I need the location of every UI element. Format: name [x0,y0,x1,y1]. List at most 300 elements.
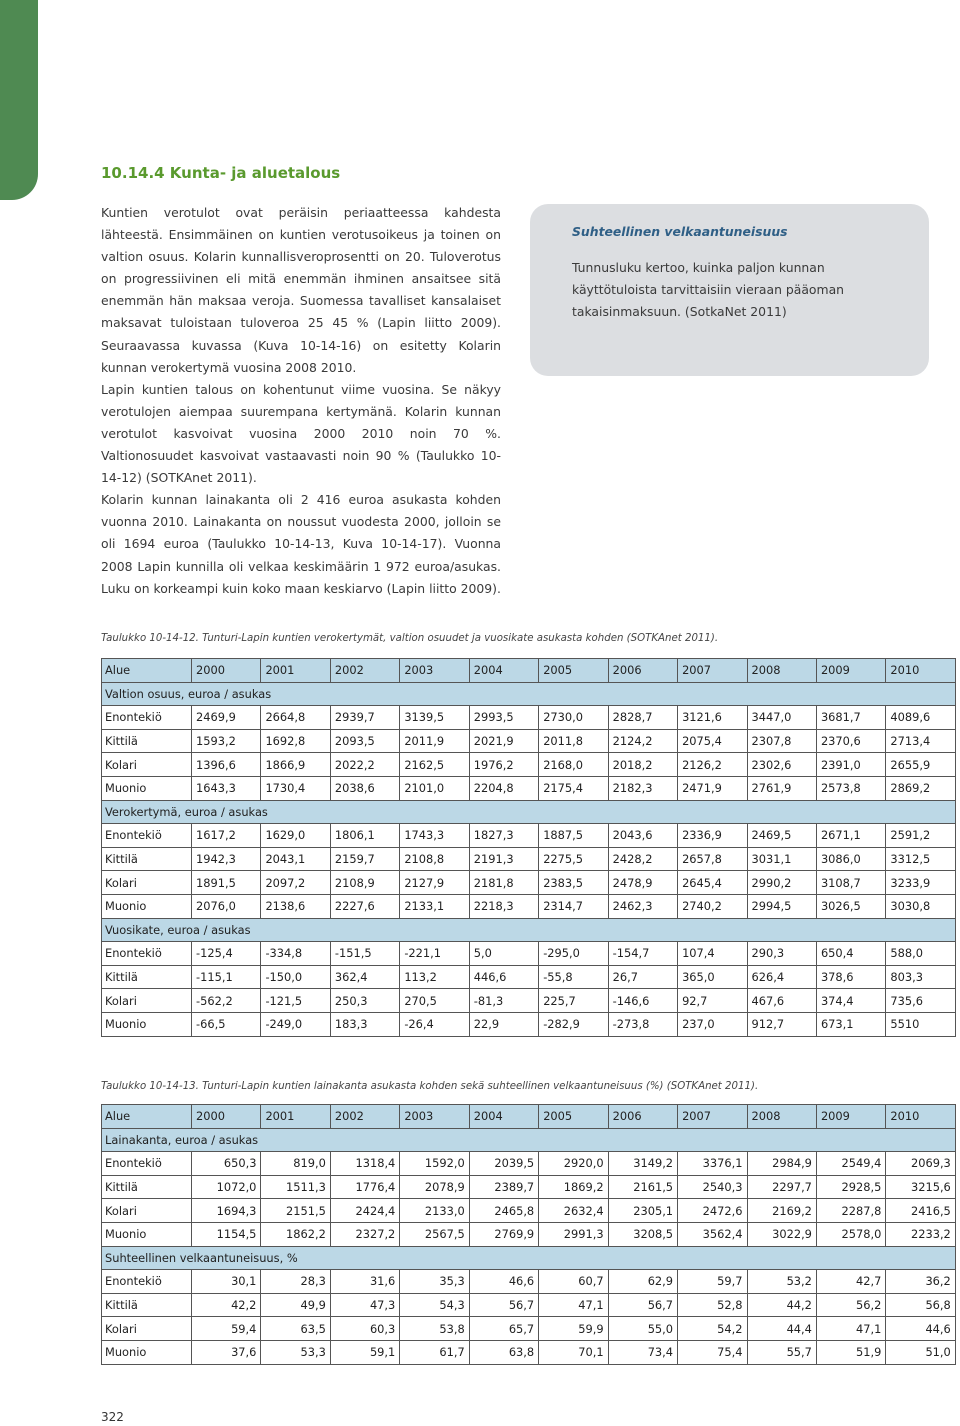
table-cell: -562,2 [192,989,261,1013]
table-cell: 237,0 [678,1012,747,1036]
column-header-year: 2007 [678,1105,747,1129]
table-cell: 2645,4 [678,871,747,895]
table-cell: 2869,2 [886,776,955,800]
table-cell: 1318,4 [330,1152,399,1176]
table-cell: 49,9 [261,1293,330,1317]
table-cell: 2428,2 [608,847,677,871]
table-cell: 2038,6 [330,776,399,800]
table-cell: 2011,9 [400,729,469,753]
column-header-year: 2007 [678,659,747,683]
table-cell: 2108,9 [330,871,399,895]
table-row [102,824,956,848]
table-cell: 2181,8 [469,871,538,895]
body-text [101,202,501,600]
table-cell: -150,0 [261,965,330,989]
table-cell: 30,1 [192,1270,261,1294]
table-row [102,1012,956,1036]
table-cell: 2097,2 [261,871,330,895]
table-cell: 1862,2 [261,1222,330,1246]
row-label: Muonio [102,1012,192,1036]
row-label: Enontekiö [102,1152,192,1176]
table-cell: -334,8 [261,942,330,966]
table-cell: 3149,2 [608,1152,677,1176]
table-cell: -55,8 [539,965,608,989]
table-cell: 735,6 [886,989,955,1013]
table-cell: 3376,1 [678,1152,747,1176]
table-cell: 26,7 [608,965,677,989]
table-cell: 54,2 [678,1317,747,1341]
table-cell: -249,0 [261,1012,330,1036]
paragraph: Lapin kuntien talous on kohentunut viime vuosina. Se näkyy verotulojen aiempaa suurempana kertymänä. Kolarin kunnan verotulot kasvoivat vuosina 2000 2010 noin 70 %. Valtionosuudet kasvoivat vastaavasti noin 90 % (Taulukko 10-14-12) (SOTKAnet 2011). [101,381,501,486]
column-header-year: 2004 [469,659,538,683]
table-row [102,1293,956,1317]
column-header-year: 2001 [261,659,330,683]
table-cell: 2769,9 [469,1222,538,1246]
row-label: Enontekiö [102,824,192,848]
table-cell: 107,4 [678,942,747,966]
table-cell: 70,1 [539,1340,608,1364]
table-cell: 73,4 [608,1340,677,1364]
table-cell: 2076,0 [192,894,261,918]
table-cell: 1072,0 [192,1175,261,1199]
table-cell: 51,0 [886,1340,955,1364]
column-header-year: 2003 [400,659,469,683]
table-cell: 2462,3 [608,894,677,918]
column-header-year: 2002 [330,1105,399,1129]
table-cell: 1154,5 [192,1222,261,1246]
table-cell: 31,6 [330,1270,399,1294]
table-cell: 2275,5 [539,847,608,871]
column-header-year: 2002 [330,659,399,683]
table-cell: 2233,2 [886,1222,955,1246]
table-row [102,706,956,730]
table-cell: 2920,0 [539,1152,608,1176]
table-cell: -282,9 [539,1012,608,1036]
table-cell: 270,5 [400,989,469,1013]
row-label: Kittilä [102,1175,192,1199]
table-cell: 2191,3 [469,847,538,871]
column-header-year: 2001 [261,1105,330,1129]
table-cell: 2151,5 [261,1199,330,1223]
table-cell: 3030,8 [886,894,955,918]
group-title: Vuosikate, euroa / asukas [102,918,956,942]
table-cell: 1511,3 [261,1175,330,1199]
table-cell: 55,0 [608,1317,677,1341]
table-cell: 3562,4 [678,1222,747,1246]
table-cell: 2039,5 [469,1152,538,1176]
table-cell: 59,9 [539,1317,608,1341]
table-row [102,1152,956,1176]
row-label: Enontekiö [102,942,192,966]
table-cell: 3139,5 [400,706,469,730]
table-cell: 378,6 [816,965,885,989]
table-group-row [102,800,956,824]
table-cell: 3026,5 [816,894,885,918]
table-cell: 2578,0 [816,1222,885,1246]
table-cell: 1694,3 [192,1199,261,1223]
table-cell: -221,1 [400,942,469,966]
table-cell: 2416,5 [886,1199,955,1223]
table-caption: Taulukko 10-14-12. Tunturi-Lapin kuntien verokertymät, valtion osuudet ja vuosikate asukasta kohden (SOTKAnet 2011). [101,633,719,644]
table-cell: 2761,9 [747,776,816,800]
table-cell: 2133,1 [400,894,469,918]
table-cell: -154,7 [608,942,677,966]
data-table [101,1104,956,1365]
table-cell: 62,9 [608,1270,677,1294]
table-cell: 2327,2 [330,1222,399,1246]
table-cell: 44,4 [747,1317,816,1341]
table-cell: 250,3 [330,989,399,1013]
table-cell: 2124,2 [608,729,677,753]
table-row [102,1317,956,1341]
table-cell: 446,6 [469,965,538,989]
table-cell: 2169,2 [747,1199,816,1223]
table-cell: 56,2 [816,1293,885,1317]
table-cell: 2730,0 [539,706,608,730]
row-label: Kolari [102,1199,192,1223]
table-cell: 2740,2 [678,894,747,918]
table-row [102,1340,956,1364]
table-cell: 1743,3 [400,824,469,848]
table-cell: 56,8 [886,1293,955,1317]
table-cell: 65,7 [469,1317,538,1341]
table-cell: 54,3 [400,1293,469,1317]
table-cell: 650,4 [816,942,885,966]
table-cell: 2093,5 [330,729,399,753]
table-cell: 2828,7 [608,706,677,730]
table-cell: 59,4 [192,1317,261,1341]
table-cell: 44,6 [886,1317,955,1341]
table-cell: 2108,8 [400,847,469,871]
table-cell: 673,1 [816,1012,885,1036]
table-cell: 42,7 [816,1270,885,1294]
row-label: Kolari [102,871,192,895]
table-cell: 2472,6 [678,1199,747,1223]
table-cell: 2043,1 [261,847,330,871]
table-cell: 2370,6 [816,729,885,753]
table-row [102,965,956,989]
table-cell: 113,2 [400,965,469,989]
table-cell: 53,8 [400,1317,469,1341]
table-cell: 1629,0 [261,824,330,848]
table-row [102,942,956,966]
table-cell: 2305,1 [608,1199,677,1223]
table-cell: 2465,8 [469,1199,538,1223]
table-cell: 2227,6 [330,894,399,918]
table-row [102,847,956,871]
table-cell: -66,5 [192,1012,261,1036]
table-cell: 3108,7 [816,871,885,895]
table-cell: 2632,4 [539,1199,608,1223]
table-cell: 2101,0 [400,776,469,800]
table-cell: 2075,4 [678,729,747,753]
table-row [102,989,956,1013]
table-cell: 2182,3 [608,776,677,800]
column-header-year: 2005 [539,1105,608,1129]
table-header-row [102,1105,956,1129]
table-group-row [102,1246,956,1270]
table-cell: 2297,7 [747,1175,816,1199]
table-cell: 3233,9 [886,871,955,895]
table-cell: 1776,4 [330,1175,399,1199]
column-header-year: 2006 [608,1105,677,1129]
table-cell: 2990,2 [747,871,816,895]
table-cell: 2469,9 [192,706,261,730]
row-label: Muonio [102,776,192,800]
table-cell: 2939,7 [330,706,399,730]
table-cell: 51,9 [816,1340,885,1364]
table-cell: 225,7 [539,989,608,1013]
table-cell: 2469,5 [747,824,816,848]
table-cell: 2168,0 [539,753,608,777]
paragraph: Kolarin kunnan lainakanta oli 2 416 euroa asukasta kohden vuonna 2010. Lainakanta on noussut vuodesta 2000, jolloin se oli 1694 euroa (Taulukko 10-14-13, Kuva 10-14-17). Vuonna 2008 Lapin kunnilla oli velkaa keskimäärin 1 972 euroa/asukas. Luku on korkeampi kuin koko maan keskiarvo (Lapin liitto 2009). [101,492,501,596]
table-cell: 2664,8 [261,706,330,730]
table-cell: 2383,5 [539,871,608,895]
column-header-year: 2010 [886,659,955,683]
table-cell: 2021,9 [469,729,538,753]
table-cell: 3447,0 [747,706,816,730]
table-group-row [102,682,956,706]
column-header-year: 2008 [747,659,816,683]
table-cell: 2389,7 [469,1175,538,1199]
table-row [102,729,956,753]
table-cell: 626,4 [747,965,816,989]
table-cell: 2671,1 [816,824,885,848]
table-cell: 60,7 [539,1270,608,1294]
table-cell: 2162,5 [400,753,469,777]
table-cell: -146,6 [608,989,677,1013]
table-cell: 2133,0 [400,1199,469,1223]
table-cell: 1643,3 [192,776,261,800]
row-label: Kittilä [102,1293,192,1317]
table-cell: 2078,9 [400,1175,469,1199]
table-cell: 3031,1 [747,847,816,871]
table-cell: 2043,6 [608,824,677,848]
group-title: Lainakanta, euroa / asukas [102,1128,956,1152]
table-row [102,1222,956,1246]
table-cell: 59,1 [330,1340,399,1364]
table-cell: 28,3 [261,1270,330,1294]
table-row [102,1270,956,1294]
info-box-text: Tunnusluku kertoo, kuinka paljon kunnan käyttötuloista tarvittaisiin vieraan pääoman takaisinmaksuun. (SotkaNet 2011) [572,260,845,320]
table-cell: 1942,3 [192,847,261,871]
table-row [102,753,956,777]
table-cell: 60,3 [330,1317,399,1341]
table-cell: 1617,2 [192,824,261,848]
table-cell: -26,4 [400,1012,469,1036]
table-cell: 3086,0 [816,847,885,871]
table-cell: -295,0 [539,942,608,966]
table-cell: 2138,6 [261,894,330,918]
table-cell: 55,7 [747,1340,816,1364]
table-cell: 2218,3 [469,894,538,918]
page-number: 322 [101,1410,124,1424]
table-cell: -125,4 [192,942,261,966]
table-cell: 63,5 [261,1317,330,1341]
table-cell: 2471,9 [678,776,747,800]
table-cell: 22,9 [469,1012,538,1036]
table-cell: 2336,9 [678,824,747,848]
table-cell: 374,4 [816,989,885,1013]
column-header-year: 2009 [816,659,885,683]
table-row [102,871,956,895]
column-header-year: 2004 [469,1105,538,1129]
table-cell: 2307,8 [747,729,816,753]
table-cell: 1593,2 [192,729,261,753]
info-box [530,204,929,376]
row-label: Kolari [102,753,192,777]
table-cell: 44,2 [747,1293,816,1317]
table-cell: 1869,2 [539,1175,608,1199]
table-cell: 3215,6 [886,1175,955,1199]
table-cell: 63,8 [469,1340,538,1364]
table-cell: 53,2 [747,1270,816,1294]
table-cell: -115,1 [192,965,261,989]
table-cell: 36,2 [886,1270,955,1294]
column-header-year: 2000 [192,659,261,683]
table-cell: 5510 [886,1012,955,1036]
table-cell: 650,3 [192,1152,261,1176]
table-cell: 52,8 [678,1293,747,1317]
table-header-row [102,659,956,683]
column-header-alue: Alue [102,659,192,683]
table-row [102,1175,956,1199]
column-header-alue: Alue [102,1105,192,1129]
table-caption: Taulukko 10-14-13. Tunturi-Lapin kuntien lainakanta asukasta kohden sekä suhteellinen velkaantuneisuus (%) (SOTKAnet 2011). [101,1081,759,1092]
table-cell: 56,7 [469,1293,538,1317]
row-label: Kittilä [102,729,192,753]
table-cell: 2159,7 [330,847,399,871]
table-cell: 2549,4 [816,1152,885,1176]
table-cell: 3681,7 [816,706,885,730]
table-cell: 1692,8 [261,729,330,753]
group-title: Valtion osuus, euroa / asukas [102,682,956,706]
table-cell: 2928,5 [816,1175,885,1199]
table-cell: 2022,2 [330,753,399,777]
table-cell: 1891,5 [192,871,261,895]
row-label: Enontekiö [102,706,192,730]
table-cell: 2018,2 [608,753,677,777]
column-header-year: 2005 [539,659,608,683]
group-title: Suhteellinen velkaantuneisuus, % [102,1246,956,1270]
table-cell: 2478,9 [608,871,677,895]
table-group-row [102,918,956,942]
table-cell: 4089,6 [886,706,955,730]
table-cell: -151,5 [330,942,399,966]
table-cell: 2161,5 [608,1175,677,1199]
table-cell: 2424,4 [330,1199,399,1223]
table-cell: 5,0 [469,942,538,966]
table-cell: 53,3 [261,1340,330,1364]
table-cell: 2713,4 [886,729,955,753]
table-row [102,894,956,918]
table-cell: 42,2 [192,1293,261,1317]
table-cell: 3312,5 [886,847,955,871]
table-group-row [102,1128,956,1152]
table-cell: 365,0 [678,965,747,989]
table-cell: 2011,8 [539,729,608,753]
table-cell: 2984,9 [747,1152,816,1176]
data-table [101,658,956,1037]
row-label: Kittilä [102,847,192,871]
table-cell: 2540,3 [678,1175,747,1199]
table-cell: 47,1 [539,1293,608,1317]
table-cell: 803,3 [886,965,955,989]
table-cell: 912,7 [747,1012,816,1036]
table-cell: 59,7 [678,1270,747,1294]
table-cell: 183,3 [330,1012,399,1036]
table-cell: 37,6 [192,1340,261,1364]
table-cell: 2994,5 [747,894,816,918]
row-label: Kittilä [102,965,192,989]
table-cell: 588,0 [886,942,955,966]
table-cell: 61,7 [400,1340,469,1364]
row-label: Muonio [102,1222,192,1246]
table-cell: 2991,3 [539,1222,608,1246]
table-cell: -273,8 [608,1012,677,1036]
table-cell: 1806,1 [330,824,399,848]
group-title: Verokertymä, euroa / asukas [102,800,956,824]
table-cell: 46,6 [469,1270,538,1294]
table-cell: 2127,9 [400,871,469,895]
table-cell: 467,6 [747,989,816,1013]
row-label: Muonio [102,1340,192,1364]
column-header-year: 2000 [192,1105,261,1129]
column-header-year: 2008 [747,1105,816,1129]
paragraph: Kuntien verotulot ovat peräisin periaatteessa kahdesta lähteestä. Ensimmäinen on kuntien verotusoikeus ja toinen on valtion osuus. Kolarin kunnallisveroprosentti on 20. Tuloverotus on progressiivinen eli mitä enemmän ihminen ansaitsee sitä enemmän hän maksaa veroja. Suomessa tavalliset kansalaiset maksavat tuloistaan tuloveroa 25 45 % (Lapin liitto 2009). Seuraavassa kuvassa (Kuva 10-14-16) on esitetty Kolarin kunnan verokertymä vuosina 2008 2010. [101,205,501,375]
table-row [102,1199,956,1223]
table-cell: 1592,0 [400,1152,469,1176]
table-cell: 2993,5 [469,706,538,730]
row-label: Muonio [102,894,192,918]
table-cell: 819,0 [261,1152,330,1176]
table-cell: 3208,5 [608,1222,677,1246]
table-cell: 2175,4 [539,776,608,800]
table-cell: -81,3 [469,989,538,1013]
table-cell: 290,3 [747,942,816,966]
table-cell: 1866,9 [261,753,330,777]
table-cell: 2655,9 [886,753,955,777]
table-cell: 2391,0 [816,753,885,777]
table-cell: 1396,6 [192,753,261,777]
table-cell: 47,1 [816,1317,885,1341]
table-cell: 56,7 [608,1293,677,1317]
table-cell: 2657,8 [678,847,747,871]
section-heading: 10.14.4 Kunta- ja aluetalous [101,164,341,182]
table-cell: 3022,9 [747,1222,816,1246]
table-cell: 35,3 [400,1270,469,1294]
column-header-year: 2009 [816,1105,885,1129]
info-box-title: Suhteellinen velkaantuneisuus [572,224,788,239]
table-cell: -121,5 [261,989,330,1013]
chapter-side-tab [0,0,38,200]
row-label: Kolari [102,1317,192,1341]
table-cell: 75,4 [678,1340,747,1364]
table-cell: 2314,7 [539,894,608,918]
table-cell: 2126,2 [678,753,747,777]
table-cell: 1730,4 [261,776,330,800]
column-header-year: 2003 [400,1105,469,1129]
row-label: Kolari [102,989,192,1013]
table-cell: 2567,5 [400,1222,469,1246]
column-header-year: 2006 [608,659,677,683]
table-row [102,776,956,800]
table-cell: 3121,6 [678,706,747,730]
table-cell: 47,3 [330,1293,399,1317]
table-cell: 2302,6 [747,753,816,777]
column-header-year: 2010 [886,1105,955,1129]
table-cell: 92,7 [678,989,747,1013]
